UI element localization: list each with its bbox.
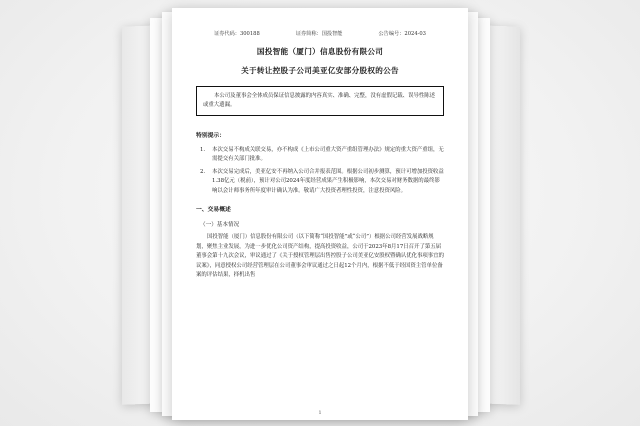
document-header bbox=[196, 30, 444, 37]
special-notice-label: 特别提示： bbox=[196, 133, 225, 139]
announcement-title: 关于转让控股子公司美亚亿安部分股权的公告 bbox=[241, 66, 399, 75]
announcement-number: 公告编号：2024-03 bbox=[378, 31, 426, 37]
list-item-number: 1. bbox=[200, 147, 206, 153]
list-item-text: 本次交易完成后，美亚亿安不再纳入公司合并报表范围。根据公司初步测算，预计可增加投资收益1.38亿元（税前），预计对公司2024年度经营成果产生积极影响，本次交易对财务数据的最终影响以会计师事务所年度审计确认为准。敬请广大投资者理性投资，注意投资风险。 bbox=[212, 168, 444, 194]
special-notice-list bbox=[196, 146, 444, 196]
list-item bbox=[196, 146, 444, 165]
page-number: 1 bbox=[318, 411, 322, 416]
stock-code: 证券代码：300188 bbox=[214, 31, 260, 37]
disclosure-statement: 本公司及董事会全体成员保证信息披露的内容真实、准确、完整，没有虚假记载、误导性陈述或重大遗漏。 bbox=[203, 93, 436, 108]
stock-short-name: 证券简称：国投智能 bbox=[295, 31, 343, 37]
document-page bbox=[172, 8, 468, 420]
disclosure-statement-box bbox=[196, 86, 444, 116]
company-name: 国投智能（厦门）信息股份有限公司 bbox=[256, 47, 384, 56]
section-heading-transaction-overview: 一、交易概述 bbox=[196, 207, 231, 214]
list-item-text: 本次交易不构成关联交易，亦不构成《上市公司重大资产重组管理办法》规定的重大资产重组，无需提交有关部门批准。 bbox=[212, 147, 444, 163]
subsection-heading-basic-info: （一）基本情况 bbox=[200, 222, 240, 229]
list-item bbox=[196, 168, 444, 196]
body-paragraph: 国投智能（厦门）信息股份有限公司（以下简称“国投智能”或“公司”）根据公司经营发展战略规划，聚焦主业发展，为进一步优化公司资产结构，提高投资收益，公司于2023年8月17日召开了第五届董事会第十九次会议，审议通过了《关于授权管理层出售控股子公司美亚亿安股权暨确认优化事项事宜的议案》，同意授权公司经营管理层在公司董事会审议通过之日起12个月内，根据不低于经国资主管单位备案的评估结果，择机出售 bbox=[196, 234, 444, 279]
list-item-number: 2. bbox=[200, 168, 206, 175]
